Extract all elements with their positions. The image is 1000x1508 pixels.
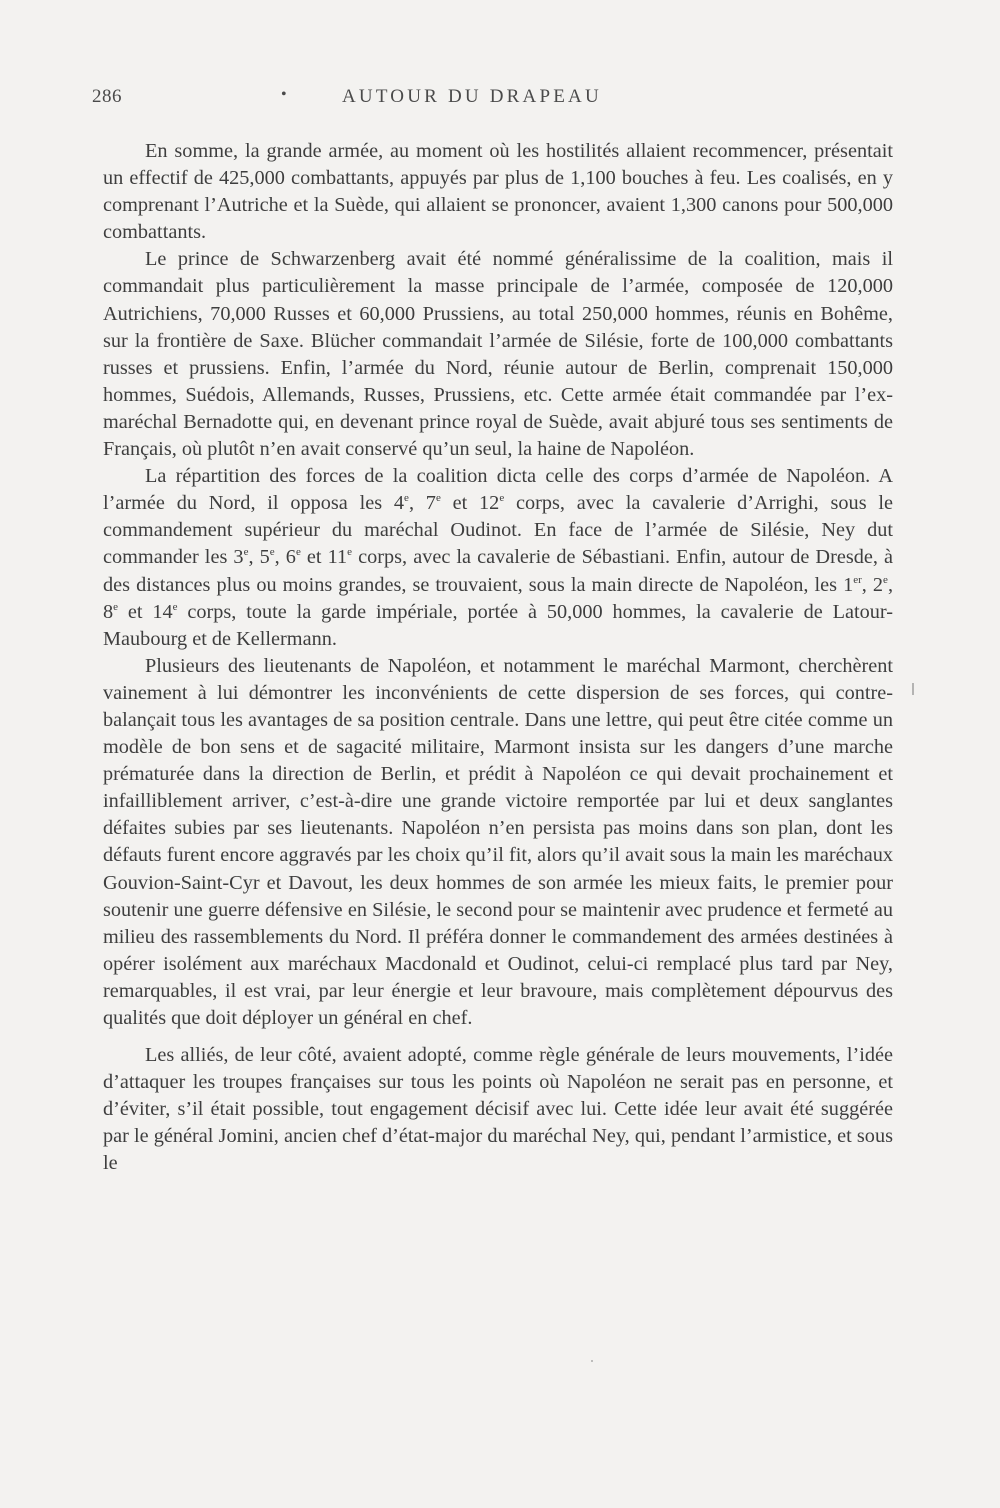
ordinal-superscript: er [853,573,862,586]
ordinal-superscript: e [243,546,249,559]
text-segment: et 14 [118,600,173,623]
paragraph-1: En somme, la grande armée, au moment où les hostilités allaient recommencer, présentait un effectif de 425,000 combattants, appuyés par plus de 1,100 bouches à feu. Les coalisés, en y comprenant l’Autriche et la Suède, qui allaient se prononcer, avaient 1,300 canons pour 500,000 combattants. [103,140,893,244]
ordinal-superscript: e [113,600,119,613]
ink-speck [591,1360,593,1362]
margin-ink-mark [912,683,914,695]
ordinal-superscript: e [435,492,441,505]
paragraph-2: Le prince de Schwarzenberg avait été nommé généralissime de la coalition, mais il commandait plus particulièrement la masse principale de l’armée, composée de 120,000 Autrichiens, 70,000 Russes et 60,000 Prussiens, au total 250,000 hommes, réunis en Bohême, sur la frontière de Saxe. Blücher commandait l’armée de Silésie, forte de 100,000 combattants russes et prussiens. Enfin, l’armée du Nord, réunie autour de Berlin, comprenait 150,000 hommes, Suédois, Allemands, Russes, Prussiens, etc. Cette armée était commandée par l’ex-maréchal Bernadotte qui, en devenant prince royal de Suède, avait abjuré tous ses sentiments de Français, où plutôt n’en avait conservé qu’un seul, la haine de Napoléon. [103,248,893,461]
header-separator: • [281,86,287,103]
text-segment: et 11 [300,546,348,569]
ordinal-superscript: e [499,492,505,505]
paragraph-5: Les alliés, de leur côté, avaient adopté, comme règle générale de leurs mouvements, l’idée d’attaquer les troupes françaises sur tous les points où Napoléon ne serait pas en personne, et d’éviter, s’il était possible, tout engagement décisif avec lui. Cette idée leur avait été suggérée par le général Jomini, ancien chef d’état-major du maréchal Ney, qui, pendant l’armistice, et sous le [103,1044,893,1175]
text-segment: La répartition des forces de la coalition dicta celle des corps d’armée de Napoléon. A l’armée du Nord, il opposa les 4 [103,465,893,515]
text-segment: corps, avec la cavalerie d’Arrighi, sous le commandement supérieur du maréchal Oudinot. En face de l’armée de Silésie, Ney dut commander les 3 [103,492,893,569]
text-segment: corps, toute la garde impériale, portée à 50,000 hommes, la cavalerie de Latour-Maubourg et de Kellermann. [103,600,893,650]
ordinal-superscript: e [269,546,275,559]
text-segment: , 2 [861,573,884,596]
text-segment: et 12 [440,492,500,515]
text-segment: corps, avec la cavalerie de Sébastiani. Enfin, autour de Dresde, à des distances plus ou moins grandes, se trouvaient, sous la main directe de Napoléon, les 1 [103,546,894,596]
text-segment: , 6 [274,546,296,569]
ordinal-superscript: e [404,492,409,505]
body-text [103,138,893,1178]
paragraph-3 [103,463,893,653]
page-number: 286 [92,86,122,107]
text-segment: , 5 [248,546,270,569]
paragraph-4: Plusieurs des lieutenants de Napoléon, et notamment le maréchal Marmont, cherchèrent vainement à lui démontrer les inconvénients de cette dispersion de ses forces, qui contre-balançait tous les avantages de sa position centrale. Dans une lettre, qui peut être citée comme un modèle de bon sens et de sagacité militaire, Marmont insista sur les dangers d’une marche prématurée dans la direction de Berlin, et prédit à Napoléon ce qui devait prochainement et infailliblement arriver, c’est-à-dire une grande victoire remportée par lui et deux sanglantes défaites subies par ses lieutenants. Napoléon n’en persista pas moins dans son plan, dont les défauts furent encore aggravés par les choix qu’il fit, alors qu’il avait sous la main les maréchaux Gouvion-Saint-Cyr et Davout, les deux hommes de son armée les mieux faits, le premier pour soutenir une guerre défensive en Silésie, le second pour se maintenir avec prudence et fermeté au milieu des rassemblements du Nord. Il préféra donner le commandement des armées destinées à opérer isolément aux maréchaux Macdonald et Oudinot, celui-ci remplacé plus tard par Ney, remarquables, il est vrai, par leur énergie et leur bravoure, mais complètement dépourvus des qualités que doit déployer un général en chef. [103,654,893,1029]
ordinal-superscript: e [295,546,301,559]
text-segment: , 8 [103,573,894,623]
ordinal-superscript: e [172,600,178,613]
running-title: AUTOUR DU DRAPEAU [342,86,602,107]
ordinal-superscript: e [883,573,888,586]
text-segment: , 7 [408,492,436,515]
ordinal-superscript: e [347,546,353,559]
running-head [92,86,902,120]
